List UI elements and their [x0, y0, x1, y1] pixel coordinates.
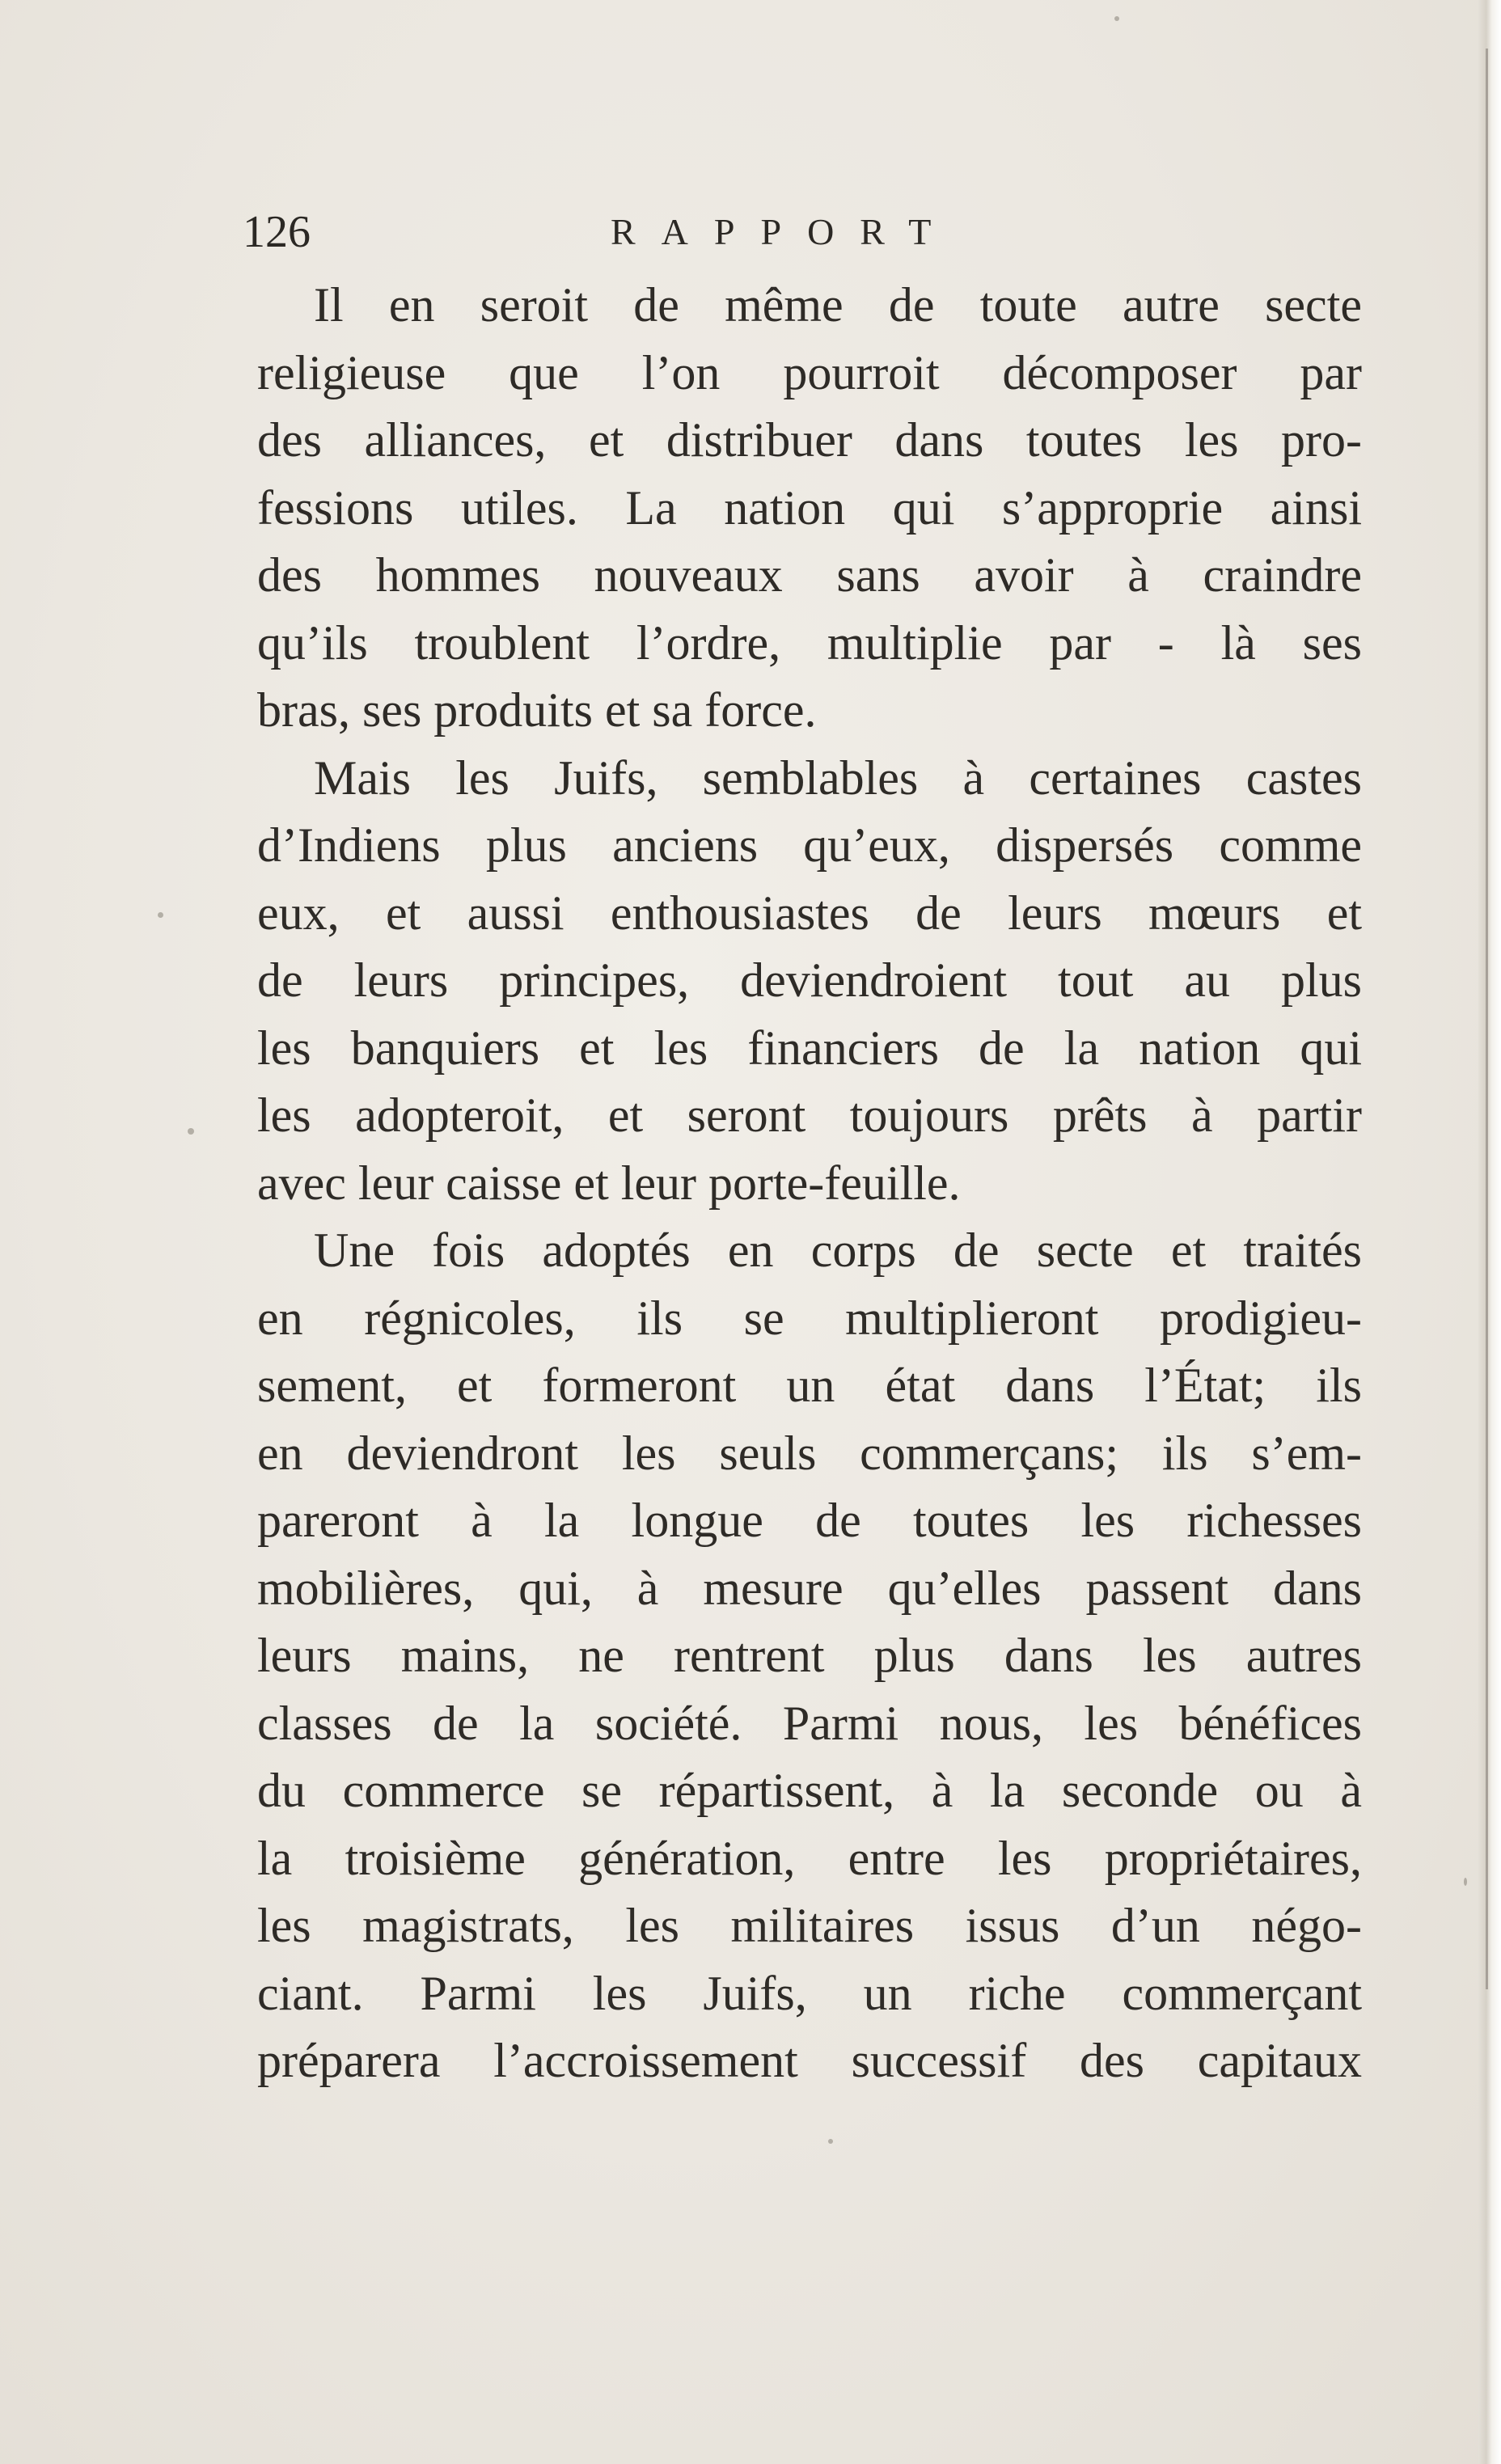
text-line: leurs mains, ne rentrent plus dans les autres	[257, 1629, 1362, 1682]
text-line: préparera l’accroissement successif des capitaux	[257, 2034, 1362, 2087]
text-line: mobilières, qui, à mesure qu’elles passent dans	[257, 1561, 1362, 1615]
text-line: pareront à la longue de toutes les richesses	[257, 1494, 1362, 1547]
text-line: fessions utiles. La nation qui s’approprie ainsi	[257, 480, 1362, 535]
text-line: qu’ils troublent l’ordre, multiplie par - là ses	[257, 615, 1362, 670]
text-line: bras, ses produits et sa force.	[257, 683, 817, 737]
text-line: des hommes nouveaux sans avoir à craindre	[257, 548, 1362, 602]
paper-speck	[828, 2139, 833, 2144]
paper-speck	[158, 912, 163, 918]
paper-speck	[1464, 1878, 1467, 1886]
paper-speck	[188, 1128, 194, 1135]
text-line: des alliances, et distribuer dans toutes les pro-	[257, 413, 1362, 467]
page-edge-shadow	[1486, 49, 1488, 1989]
body-text	[257, 272, 1362, 2095]
text-line: d’Indiens plus anciens qu’eux, dispersés comme	[257, 818, 1362, 872]
text-line: classes de la société. Parmi nous, les bénéfices	[257, 1696, 1362, 1750]
running-head: RAPPORT	[611, 211, 958, 252]
text-line: Il en seroit de même de toute autre secte	[314, 278, 1362, 332]
text-line: religieuse que l’on pourroit décomposer par	[257, 345, 1362, 399]
text-line: en deviendront les seuls commerçans; ils s’em-	[257, 1426, 1362, 1480]
page-header	[243, 204, 1375, 260]
paper-speck	[1114, 16, 1119, 21]
text-line: les adopteroit, et seront toujours prêts à partir	[257, 1088, 1362, 1142]
text-line: en régnicoles, ils se multiplieront prodigieu-	[257, 1291, 1362, 1345]
text-line: la troisième génération, entre les propriétaires,	[257, 1831, 1362, 1885]
page-number: 126	[243, 207, 311, 257]
text-line: les magistrats, les militaires issus d’un négo-	[257, 1899, 1362, 1952]
page-edge	[1478, 0, 1501, 2464]
text-line: Une fois adoptés en corps de secte et traités	[314, 1224, 1362, 1277]
text-line: Mais les Juifs, semblables à certaines castes	[314, 750, 1362, 805]
text-line: du commerce se répartissent, à la seconde ou à	[257, 1764, 1362, 1817]
text-line: ciant. Parmi les Juifs, un riche commerçant	[257, 1966, 1362, 2020]
text-line: avec leur caisse et leur porte-feuille.	[257, 1156, 961, 1210]
text-line: eux, et aussi enthousiastes de leurs mœurs et	[257, 885, 1362, 940]
text-line: sement, et formeront un état dans l’État; ils	[257, 1359, 1362, 1412]
text-line: de leurs principes, deviendroient tout au plus	[257, 953, 1362, 1007]
text-line: les banquiers et les financiers de la nation qui	[257, 1021, 1362, 1075]
